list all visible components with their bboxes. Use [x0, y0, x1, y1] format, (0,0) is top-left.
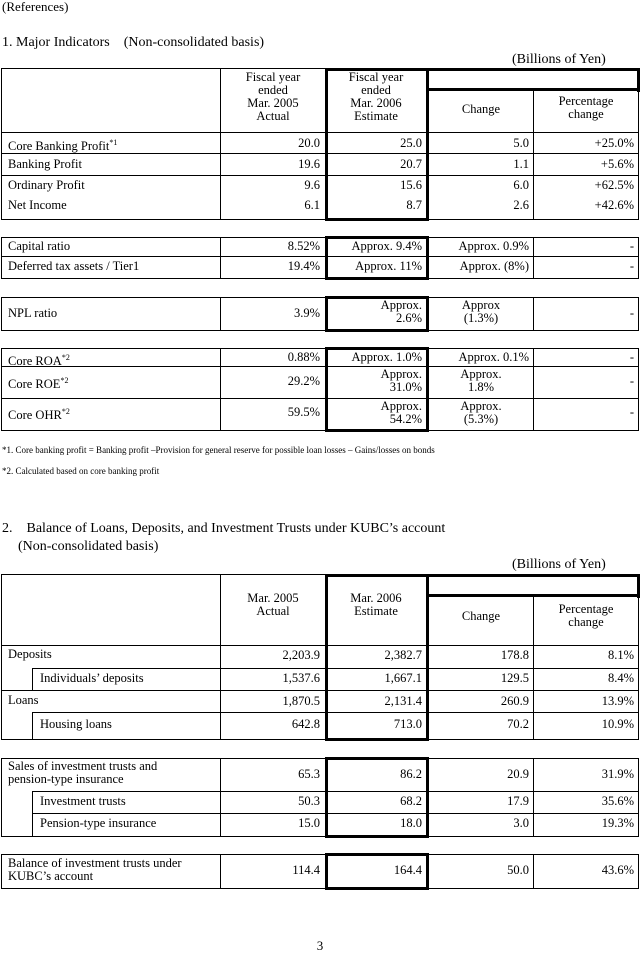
header-change-2: Change — [461, 609, 501, 623]
page-number: 3 — [316, 938, 324, 953]
footnote-1: *1. Core banking profit = Banking profit –Provision for general reserve for possible loan losses – Gains/losses on bonds — [2, 445, 435, 455]
row-label: Core Banking Profit$^{*1}$ — [8, 138, 118, 154]
header-mar2005: Mar. 2005 Actual — [247, 591, 299, 618]
header-percentage-change: Percentage change — [558, 94, 614, 121]
header-change: Change — [461, 102, 501, 116]
header-percentage-change-2: Percentage change — [558, 602, 614, 629]
section2-title-line1: 2. Balance of Loans, Deposits, and Investment Trusts under KUBC’s account — [2, 521, 446, 536]
references-heading: (References) — [2, 0, 69, 14]
section1-unit: (Billions of Yen) — [512, 52, 606, 67]
section1-title: 1. Major Indicators (Non-consolidated basis) — [2, 35, 265, 50]
section2-title-line2: (Non-consolidated basis) — [18, 539, 159, 554]
header-fy2006: Fiscal year ended Mar. 2006 Estimate — [348, 70, 404, 123]
header-fy2005: Fiscal year ended Mar. 2005 Actual — [245, 70, 301, 123]
section2-unit: (Billions of Yen) — [512, 557, 606, 572]
header-mar2006: Mar. 2006 Estimate — [350, 591, 402, 618]
footnote-2: *2. Calculated based on core banking profit — [2, 466, 160, 476]
